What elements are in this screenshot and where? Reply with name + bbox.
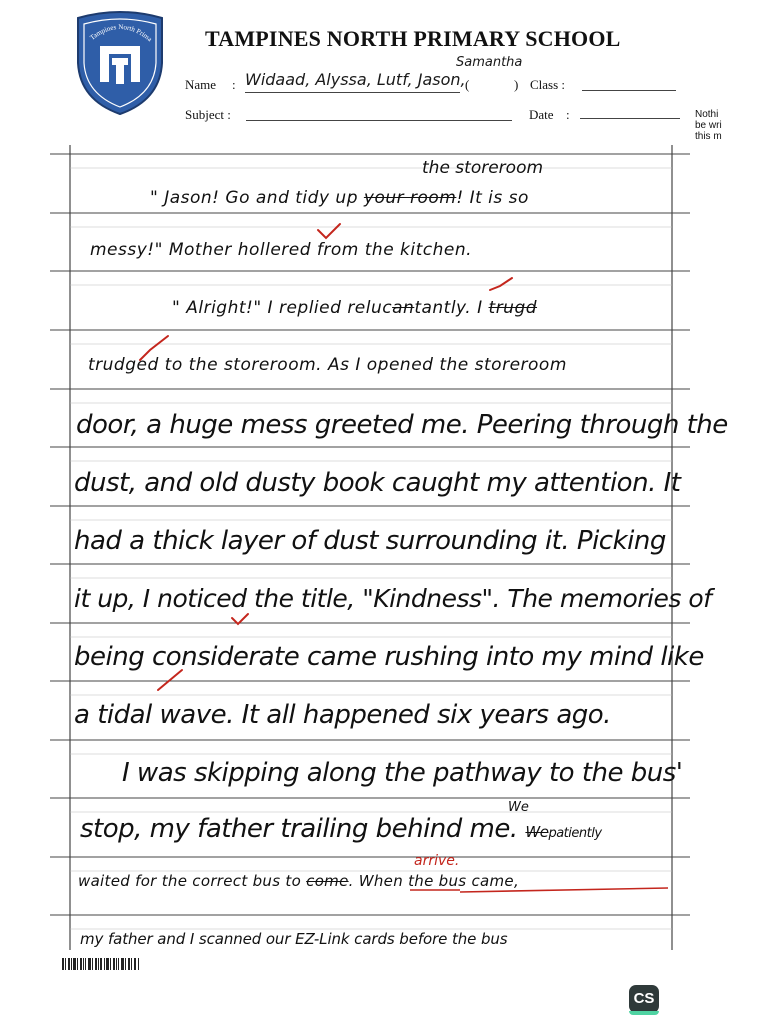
name-label: Name [185,77,217,92]
essay-line-3-text: " Alright!" I replied reluc [172,298,393,318]
date-label: Date [529,107,554,122]
essay-line-14: my father and I scanned our EZ-Link cards before the bus [80,930,508,948]
camscanner-badge[interactable]: CS [629,985,659,1013]
struck-text: your room [363,188,457,208]
essay-line-13-after: . When the bus came, [348,872,520,890]
essay-line-1 [150,188,529,208]
school-name: TAMPINES NORTH PRIMARY SCHOOL [205,26,621,51]
struck-text: come [306,872,349,890]
subject-label: Subject : [185,107,231,122]
date-colon: : [566,107,570,122]
struck-text: We [525,823,549,841]
essay-line-3-after: tantly. I [414,298,483,318]
crest-text: Tampines North Prima [88,22,154,44]
register-close-paren: ) [514,77,519,92]
essay-line-7: had a thick layer of dust surrounding it. Picking [74,526,666,556]
struck-text: an [392,298,415,318]
essay-line-1-text: " Jason! Go and tidy up [150,188,358,208]
essay-line-13-text: waited for the correct bus to [78,872,302,890]
side-note-line-2: be wri [695,120,722,131]
essay-line-8: it up, I noticed the title, "Kindness". The memories of [74,584,712,613]
essay-line-11: I was skipping along the pathway to the bus' [122,758,683,788]
essay-line-9: being considerate came rushing into my mind like [74,642,704,672]
essay-line-10: a tidal wave. It all happened six years ago. [74,700,611,730]
side-note-line-3: this m [695,131,722,142]
essay-line-12 [80,814,602,844]
essay-line-12-after: patiently [548,826,602,841]
essay-line-3 [172,298,537,318]
side-note-line-1: Nothi [695,109,719,120]
insertion-arrive: arrive. [414,853,460,869]
name-extra: Samantha [456,55,523,70]
essay-line-5: door, a huge mess greeted me. Peering through the [76,410,728,440]
struck-text: trugd [488,298,538,318]
insertion-we: We [508,800,529,815]
essay-line-12-text: stop, my father trailing behind me. [80,814,518,844]
essay-line-13 [78,872,519,890]
essay-line-2: messy!" Mother hollered from the kitchen. [90,240,473,260]
essay-line-6: dust, and old dusty book caught my attention. It [74,468,681,498]
essay-line-1-after: ! It is so [456,188,529,208]
name-colon: : [232,77,236,92]
register-open-paren: ( [465,77,470,92]
name-value: Widaad, Alyssa, Lutf, Jason, [245,70,466,89]
insertion-storeroom: the storeroom [422,158,544,178]
barcode [62,958,142,970]
essay-line-4: trudged to the storeroom. As I opened the storeroom [88,355,567,375]
class-label: Class : [530,77,566,92]
